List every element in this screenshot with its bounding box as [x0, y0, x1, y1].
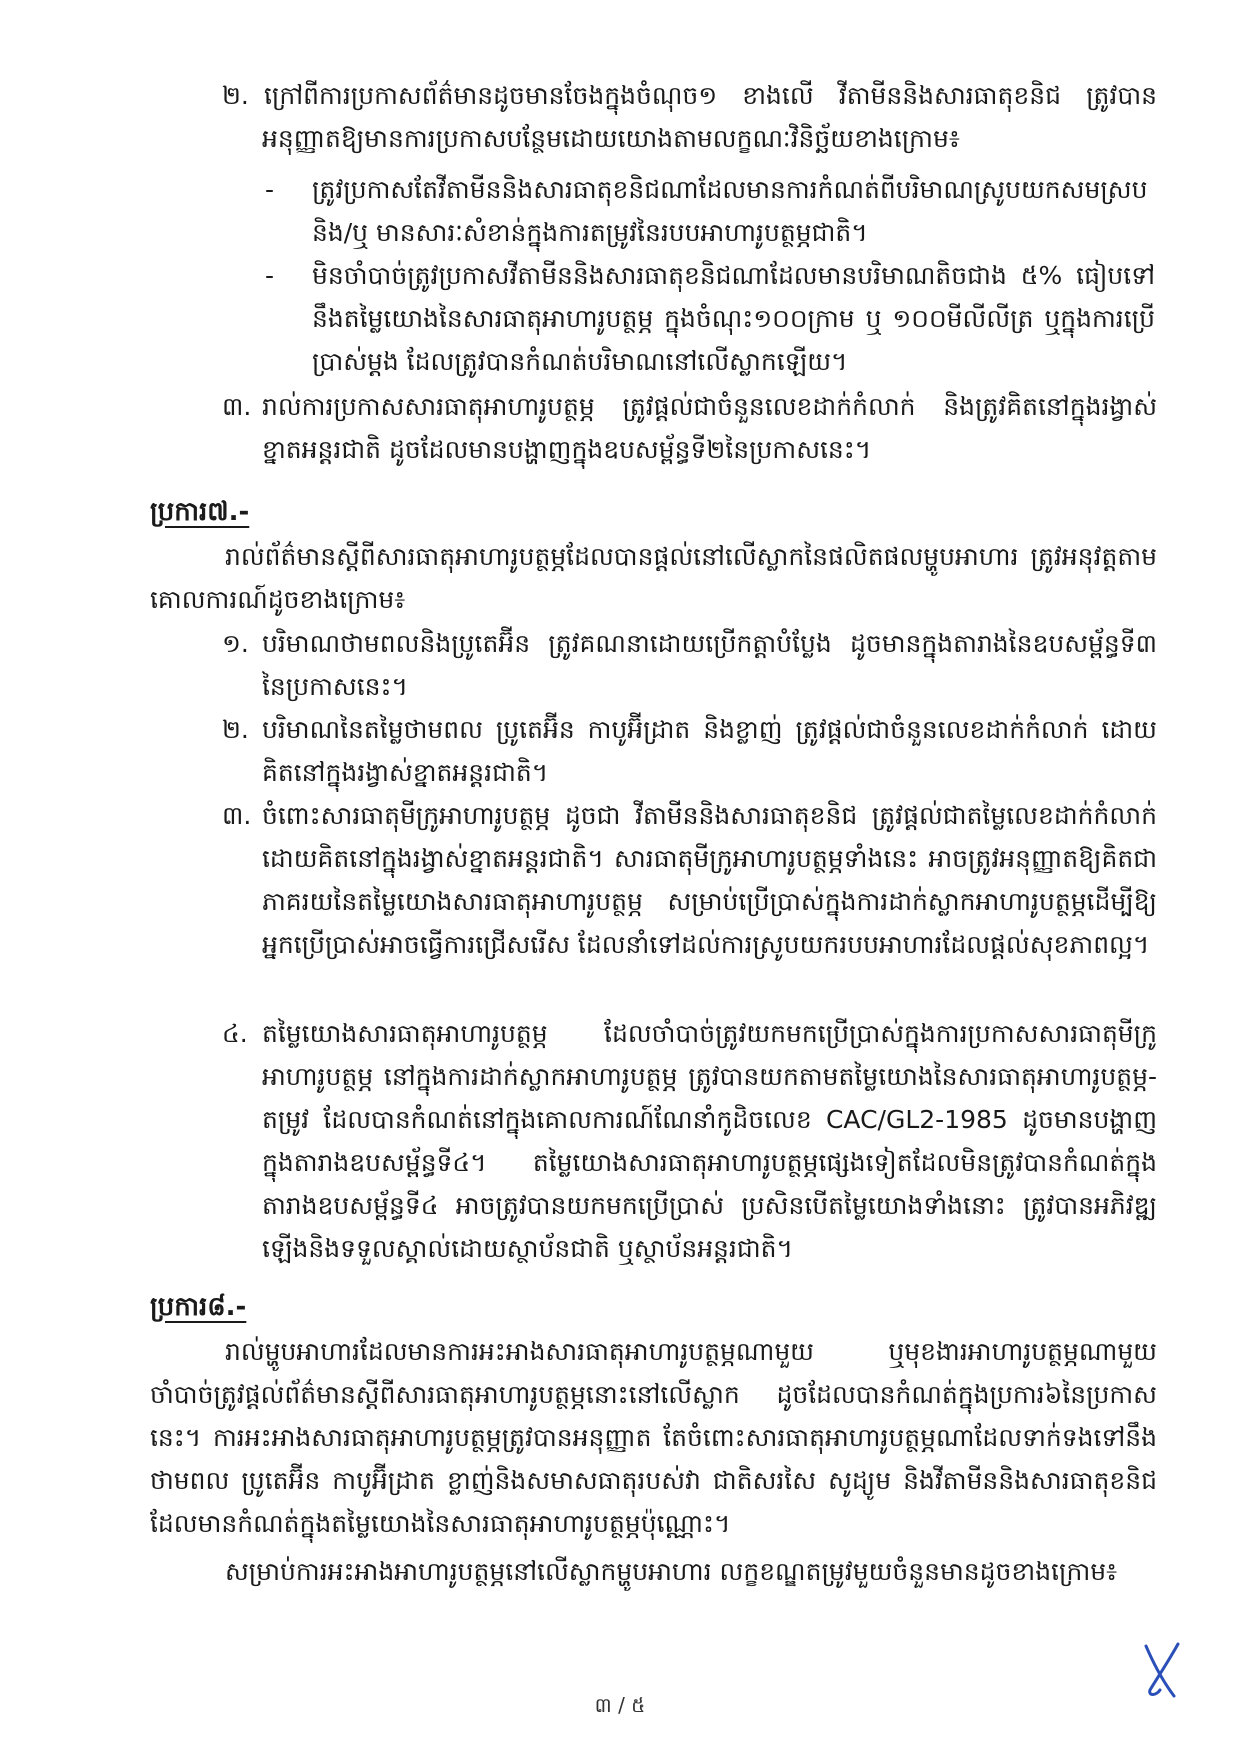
- article-7-item-3-text: ចំពោះសារធាតុមីក្រូអាហារូបត្ថម្ភ ដូចជា វីតាមីននិងសារធាតុខនិជ ត្រូវផ្តល់ជាតម្លៃលេខដាក់កំលាក់ដោយគិតនៅក្នុងរង្វាស់ខ្នាតអន្តរជាតិ។ សារធាតុមីក្រូអាហារូបត្ថម្ភទាំងនេះ អាចត្រូវអនុញ្ញាតឱ្យគិតជាភាគរយនៃតម្លៃយោងសារធាតុអាហារូបត្ថម្ភ សម្រាប់ប្រើប្រាស់ក្នុងការដាក់ស្លាកអាហារូបត្ថម្ភដើម្បីឱ្យអ្នកប្រើប្រាស់អាចធ្វើការជ្រើសរើស ដែលនាំទៅដល់ការស្រូបយករបបអាហារដែលផ្តល់សុខភាពល្អ។: [262, 801, 1157, 959]
- handwritten-initial-mark: [1138, 1640, 1188, 1700]
- article-7-item-1-number: ១.: [222, 629, 249, 658]
- article-7-item-4-text: តម្លៃយោងសារធាតុអាហារូបត្ថម្ភ ដែលចាំបាច់ត្រូវយកមកប្រើប្រាស់ក្នុងការប្រកាសសារធាតុមីក្រូអាហារូបត្ថម្ភ នៅក្នុងការដាក់ស្លាកអាហារូបត្ថម្ភ ត្រូវបានយកតាមតម្លៃយោងនៃសារធាតុអាហារូបត្ថម្ភ-តម្រូវ ដែលបានកំណត់នៅក្នុងគោលការណ៍ណែនាំកូដិចលេខ CAC/GL2-1985 ដូចមានបង្ហាញក្នុងតារាងឧបសម្ព័ន្ធទី៤។ តម្លៃយោងសារធាតុអាហារូបត្ថម្ភផ្សេងទៀតដែលមិនត្រូវបានកំណត់ក្នុងតារាងឧបសម្ព័ន្ធទី៤ អាចត្រូវបានយកមកប្រើប្រាស់ ប្រសិនបើតម្លៃយោងទាំងនោះ ត្រូវបានអភិវឌ្ឍឡើងនិងទទួលស្គាល់ដោយស្ថាប័នជាតិ ឬស្ថាប័នអន្តរជាតិ។: [262, 1019, 1157, 1263]
- article-7-item-2-number: ២.: [222, 715, 249, 744]
- article-7-item-2-text: បរិមាណនៃតម្លៃថាមពល ប្រូតេអ៊ីន កាបូអ៊ីដ្រាត និងខ្លាញ់ ត្រូវផ្តល់ជាចំនួនលេខដាក់កំលាក់ ដោយគិតនៅក្នុងរង្វាស់ខ្នាតអន្តរជាតិ។: [262, 715, 1157, 787]
- article-8-paragraph-2: សម្រាប់ការអះអាងអាហារូបត្ថម្ភនៅលើស្លាកម្ហូបអាហារ លក្ខខណ្ឌតម្រូវមួយចំនួនមានដូចខាងក្រោម៖: [225, 1557, 1118, 1586]
- article-7-heading: ប្រការ៧.-: [150, 497, 250, 527]
- item-2-bullet-1: ត្រូវប្រកាសតែវីតាមីននិងសារធាតុខនិជណាដែលមានការកំណត់ពីបរិមាណស្រូបយកសមស្រប និង/ឬ មានសារៈសំខាន់ក្នុងការតម្រូវនៃរបបអាហារូបត្ថម្ភជាតិ។: [312, 175, 1148, 247]
- item-2-bullet-2: មិនចាំបាច់ត្រូវប្រកាសវីតាមីននិងសារធាតុខនិជណាដែលមានបរិមាណតិចជាង ៥% ធៀបទៅនឹងតម្លៃយោងនៃសារធាតុអាហារូបត្ថម្ភ ក្នុងចំណុះ១០០ក្រាម ឬ ១០០មីលីលីត្រ ឬក្នុងការប្រើប្រាស់ម្តង ដែលត្រូវបានកំណត់បរិមាណនៅលើស្លាកឡើយ។: [312, 261, 1155, 376]
- bullet-dash: -: [265, 175, 275, 204]
- bullet-dash: -: [265, 261, 275, 290]
- item-2-number: ២.: [222, 81, 249, 110]
- item-3-text: រាល់ការប្រកាសសារធាតុអាហារូបត្ថម្ភ ត្រូវផ្តល់ជាចំនួនលេខដាក់កំលាក់ និងត្រូវគិតនៅក្នុងរង្វាស់ខ្នាតអន្តរជាតិ ដូចដែលមានបង្ហាញក្នុងឧបសម្ព័ន្ធទី២នៃប្រកាសនេះ។: [262, 392, 1157, 464]
- article-7-intro: រាល់ព័ត៌មានស្តីពីសារធាតុអាហារូបត្ថម្ភដែលបានផ្តល់នៅលើស្លាកនៃផលិតផលម្ហូបអាហារ ត្រូវអនុវត្តតាមគោលការណ៍ដូចខាងក្រោម៖: [150, 542, 1157, 614]
- item-2-text: ក្រៅពីការប្រកាសព័ត៌មានដូចមានចែងក្នុងចំណុច១ ខាងលើ វីតាមីននិងសារធាតុខនិជ ត្រូវបានអនុញ្ញាតឱ្យមានការប្រកាសបន្ថែមដោយយោងតាមលក្ខណៈវិនិច្ឆ័យខាងក្រោម៖: [262, 81, 1157, 153]
- article-7-item-1-text: បរិមាណថាមពលនិងប្រូតេអ៊ីន ត្រូវគណនាដោយប្រើកត្តាបំប្លែង ដូចមានក្នុងតារាងនៃឧបសម្ព័ន្ធទី៣ នៃប្រកាសនេះ។: [262, 629, 1157, 701]
- page-number: ៣ / ៥: [594, 1693, 646, 1717]
- article-7-item-4-number: ៤.: [222, 1019, 248, 1048]
- item-3-number: ៣.: [222, 392, 252, 421]
- article-7-item-3-number: ៣.: [222, 801, 252, 830]
- article-8-heading: ប្រការ៨.-: [150, 1292, 247, 1322]
- article-8-paragraph-1: រាល់ម្ហូបអាហារដែលមានការអះអាងសារធាតុអាហារូបត្ថម្ភណាមួយ ឬមុខងារអាហារូបត្ថម្ភណាមួយ ចាំបាច់ត្រូវផ្តល់ព័ត៌មានស្តីពីសារធាតុអាហារូបត្ថម្ភនោះនៅលើស្លាក ដូចដែលបានកំណត់ក្នុងប្រការ៦នៃប្រកាសនេះ។ ការអះអាងសារធាតុអាហារូបត្ថម្ភត្រូវបានអនុញ្ញាត តែចំពោះសារធាតុអាហារូបត្ថម្ភណាដែលទាក់ទងទៅនឹងថាមពល ប្រូតេអ៊ីន កាបូអ៊ីដ្រាត ខ្លាញ់និងសមាសធាតុរបស់វា ជាតិសរសៃ សូដ្យូម និងវីតាមីននិងសារធាតុខនិជដែលមានកំណត់ក្នុងតម្លៃយោងនៃសារធាតុអាហារូបត្ថម្ភប៉ុណ្ណោះ។: [150, 1337, 1157, 1538]
